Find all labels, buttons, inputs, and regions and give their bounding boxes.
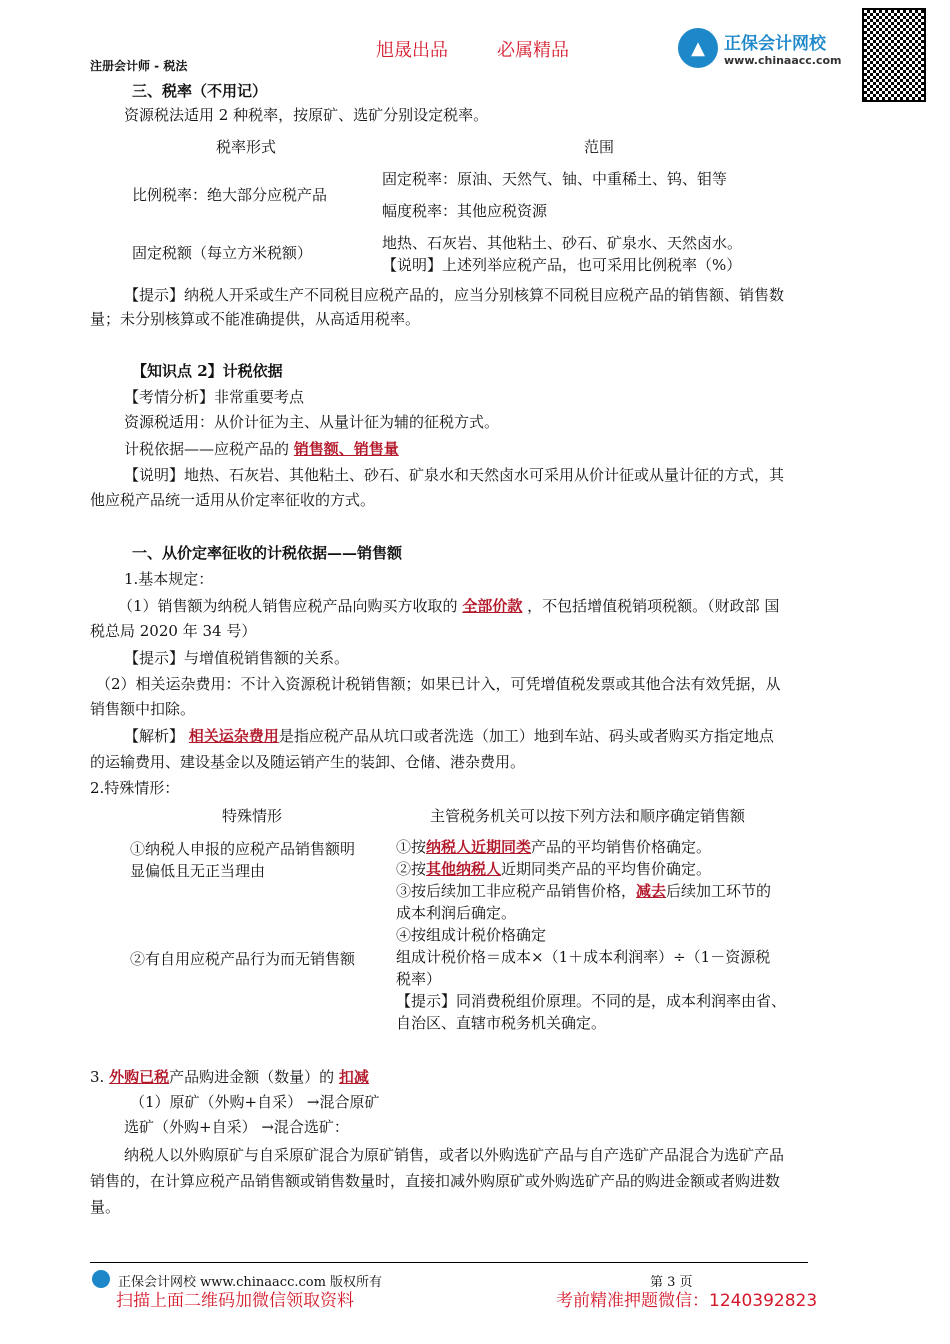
basis-note-1: 【说明】地热、石灰岩、其他粘土、砂石、矿泉水和天然卤水可采用从价计征或从量计征的方式，其 [124, 466, 785, 484]
footer-page: 第 3 页 [650, 1275, 693, 1290]
logo-icon: ▲ [678, 28, 718, 68]
sales-analysis-highlight: 相关运杂费用 [188, 727, 279, 745]
sales-tip: 【提示】与增值税销售额的关系。 [124, 649, 350, 667]
deduct-l1: （1）原矿（外购+自采） →混合原矿 [130, 1093, 380, 1111]
sales-p1-cont: 税总局 2020 年 34 号） [90, 622, 257, 640]
footer-copyright: 正保会计网校 www.chinaacc.com 版权所有 [118, 1275, 383, 1290]
sales-analysis-prefix: 【解析】 [124, 727, 185, 745]
method-3-suffix: 后续加工环节的 [666, 882, 772, 900]
method-2-prefix: ②按 [396, 860, 427, 878]
deduct-p3: 量。 [90, 1198, 121, 1216]
sales-heading: 一、从价定率征收的计税依据——销售额 [132, 544, 403, 562]
method-3 [396, 880, 771, 902]
rate-row1-right-a: 固定税率：原油、天然气、铀、中重稀土、钨、钼等 [382, 170, 728, 188]
sales-p1-highlight: 全部价款 [462, 597, 523, 615]
course-title: 注册会计师 - 税法 [90, 59, 188, 73]
case1-a: ①纳税人申报的应税产品销售额明 [130, 840, 356, 858]
rate-row2-left: 固定税额（每立方米税额） [132, 244, 313, 262]
deduct-num: 3. [90, 1068, 105, 1086]
rate-tip-2: 量；未分别核算或不能准确提供，从高适用税率。 [90, 310, 421, 328]
slogan-left: 旭晟出品 [376, 40, 448, 61]
deduct-mid: 产品购进金额（数量）的 [169, 1068, 335, 1086]
sales-p2-2: 销售额中扣除。 [90, 700, 196, 718]
basis-prefix: 计税依据——应税产品的 [124, 440, 290, 458]
method-1-highlight: 纳税人近期同类 [426, 838, 532, 856]
footer-promo-left: 扫描上面二维码加微信领取资料 [116, 1291, 354, 1311]
basis-apply: 资源税适用：从价计征为主、从量计征为辅的征税方式。 [124, 413, 500, 431]
sales-special: 2.特殊情形： [90, 779, 180, 797]
rate-row1-right-b: 幅度税率：其他应税资源 [382, 202, 548, 220]
deduct-highlight-2: 扣减 [338, 1068, 369, 1086]
footer-promo-right: 考前精准押题微信：1240392823 [556, 1291, 818, 1311]
basis-heading: 【知识点 2】计税依据 [132, 362, 283, 380]
sales-p2-1: （2）相关运杂费用：不计入资源税计税销售额；如果已计入，可凭增值税发票或其他合法有效凭据，从 [96, 675, 781, 693]
method-4: ④按组成计税价格确定 [396, 926, 547, 944]
method-1-suffix: 产品的平均销售价格确定。 [531, 838, 712, 856]
special-head-2: 主管税务机关可以按下列方法和顺序确定销售额 [430, 807, 746, 825]
method-2 [396, 858, 711, 880]
method-2-suffix: 近期同类产品的平均售价确定。 [501, 860, 712, 878]
slogan-right: 必属精品 [497, 40, 569, 61]
logo-cn: 正保会计网校 [724, 34, 826, 54]
logo [678, 28, 842, 68]
deduct-highlight-1: 外购已税 [109, 1068, 170, 1086]
method-1 [396, 836, 711, 858]
method-3-highlight: 减去 [636, 882, 667, 900]
sales-p1 [118, 595, 779, 617]
sales-basic: 1.基本规定： [124, 570, 214, 588]
sales-analysis [124, 725, 774, 747]
rate-row2-right-b: 【说明】上述列举应税产品，也可采用比例税率（%） [382, 256, 742, 274]
case2: ②有自用应税产品行为而无销售额 [130, 950, 356, 968]
logo-url: www.chinaacc.com [724, 54, 842, 67]
method-4-formula-2: 税率） [396, 970, 442, 988]
deduct-l2: 选矿（外购+自采） →混合选矿： [124, 1118, 349, 1136]
rate-tip-1: 【提示】纳税人开采或生产不同税目应税产品的，应当分别核算不同税目应税产品的销售额、销售数 [124, 286, 785, 304]
footer-logo-icon [92, 1270, 110, 1288]
method-3-cont: 成本利润后确定。 [396, 904, 517, 922]
sales-p1-suffix: ，不包括增值税销项税额。（财政部 国 [527, 597, 780, 615]
deduct-heading [90, 1066, 369, 1088]
footer-divider [90, 1262, 808, 1263]
sales-analysis-suffix: 是指应税产品从坑口或者洗选（加工）地到车站、码头或者购买方指定地点 [278, 727, 774, 745]
rate-table-head-2: 范围 [584, 138, 615, 156]
special-head-1: 特殊情形 [222, 807, 283, 825]
method-4-formula-1: 组成计税价格＝成本×（1＋成本利润率）÷（1－资源税 [396, 948, 771, 966]
method-2-highlight: 其他纳税人 [426, 860, 502, 878]
sales-p1-prefix: （1）销售额为纳税人销售应税产品向购买方收取的 [118, 597, 458, 615]
rate-table-head-1: 税率形式 [216, 138, 277, 156]
case1-b: 显偏低且无正当理由 [130, 862, 266, 880]
rate-row1-left: 比例税率：绝大部分应税产品 [132, 186, 328, 204]
deduct-p1: 纳税人以外购原矿与自采原矿混合为原矿销售，或者以外购选矿产品与自产选矿产品混合为选矿产品 [124, 1146, 785, 1164]
qr-code-icon [862, 8, 926, 102]
basis-note-2: 他应税产品统一适用从价定率征收的方式。 [90, 491, 376, 509]
method-4-tip-2: 自治区、直辖市税务机关确定。 [396, 1014, 607, 1032]
method-4-tip-1: 【提示】同消费税组价原理。不同的是，成本利润率由省、 [396, 992, 787, 1010]
basis-line [124, 438, 399, 460]
deduct-p2: 销售的，在计算应税产品销售额或销售数量时，直接扣减外购原矿或外购选矿产品的购进金额或者购进数 [90, 1172, 781, 1190]
method-1-prefix: ①按 [396, 838, 427, 856]
rate-row2-right-a: 地热、石灰岩、其他粘土、砂石、矿泉水、天然卤水。 [382, 234, 743, 252]
rate-intro: 资源税法适用 2 种税率，按原矿、选矿分别设定税率。 [124, 106, 489, 124]
rate-heading: 三、税率（不用记） [132, 82, 268, 100]
basis-highlight: 销售额、销售量 [293, 440, 399, 458]
sales-analysis-cont: 的运输费用、建设基金以及随运销产生的装卸、仓储、港杂费用。 [90, 753, 526, 771]
method-3-prefix: ③按后续加工非应税产品销售价格， [396, 882, 637, 900]
basis-analysis: 【考情分析】非常重要考点 [124, 388, 305, 406]
